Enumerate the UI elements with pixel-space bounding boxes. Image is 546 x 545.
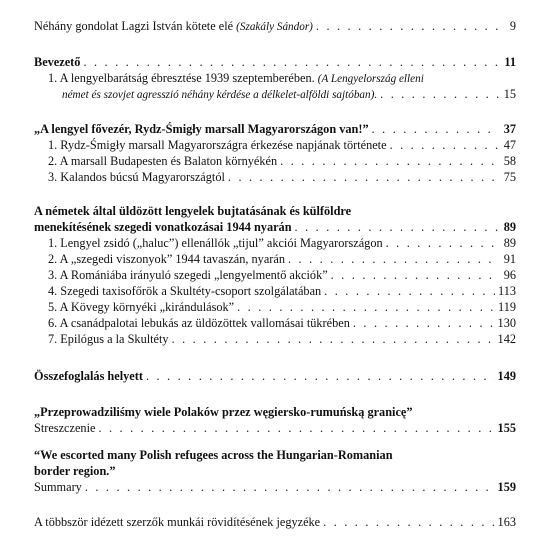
page-number: 75 [503, 170, 516, 184]
dot-leader [353, 315, 495, 331]
entry-title: 6. A csanádpalotai lebukás az üldözöttek vallomásai tükrében [48, 316, 350, 330]
entry-title: 3. A Romániába irányuló szegedi „lengyelmentő akciók” [48, 268, 328, 282]
entry-title: „A lengyel fővezér, Rydz-Śmigły marsall Magyarországon van!” [34, 122, 369, 136]
toc-entry-english[interactable] [34, 447, 516, 495]
toc-entry-section3-3[interactable] [48, 267, 516, 283]
page-number: 91 [503, 252, 516, 266]
dot-leader [146, 368, 495, 384]
page-number: 149 [497, 369, 516, 383]
toc-entry-section2-2[interactable] [48, 153, 516, 169]
toc-entry-section2-1[interactable] [48, 137, 516, 153]
toc-entry-polish[interactable] [34, 404, 516, 436]
entry-title: Néhány gondolat Lagzi István kötete elé [34, 19, 237, 33]
entry-title: 1. Lengyel zsidó („haluc”) ellenállók „tijul” akciói Magyarországon [48, 236, 383, 250]
toc-entry-section3-7[interactable] [48, 331, 516, 347]
page-number: 47 [503, 138, 516, 152]
page-number: 155 [497, 421, 516, 435]
entry-title: 3. Kalandos búcsú Magyarországtól [48, 170, 225, 184]
toc-entry-section3-5[interactable] [48, 299, 516, 315]
entry-title-cont: német és szovjet agresszió néhány kérdése a délkelet-alföldi sajtóban). [62, 89, 378, 101]
page-number: 130 [497, 316, 516, 330]
entry-title: 7. Epilógus a la Skultéty [48, 332, 169, 346]
toc-entry-abbreviations[interactable] [34, 514, 516, 530]
toc-entry-bevezeto[interactable] [34, 54, 516, 70]
dot-leader [83, 54, 499, 70]
page-number: 119 [498, 300, 516, 314]
dot-leader [386, 235, 499, 251]
dot-leader [323, 514, 494, 530]
entry-title: 4. Szegedi taxisofőrök a Skultéty-csoport szolgálatában [48, 284, 322, 298]
page-number: 113 [498, 284, 516, 298]
toc-entry-section3-1[interactable] [48, 235, 516, 251]
dot-leader [380, 86, 499, 102]
entry-title: Összefoglalás helyett [34, 369, 143, 383]
dot-leader [372, 121, 499, 137]
entry-title: „Przeprowadziliśmy wiele Polaków przez węgiersko-rumuńską granicę” [34, 405, 413, 419]
entry-title: A németek által üldözött lengyelek bujtatásának és külföldre [34, 204, 352, 218]
entry-title-cont: border region.” [34, 464, 116, 478]
dot-leader [331, 267, 499, 283]
entry-label: Summary [34, 480, 82, 494]
page-number: 163 [497, 515, 516, 529]
page-number: 11 [504, 55, 516, 69]
dot-leader [324, 283, 495, 299]
entry-title: 1. Rydz-Śmigły marsall Magyarországra érkezése napjának története [48, 138, 387, 152]
toc-entry-section3-6[interactable] [48, 315, 516, 331]
dot-leader [98, 420, 494, 436]
toc-entry-section3[interactable] [34, 203, 516, 235]
entry-title: 2. A „szegedi viszonyok” 1944 tavaszán, nyarán [48, 252, 285, 266]
toc-entry-section2[interactable] [34, 121, 516, 137]
entry-title-italic: (A Lengyelország elleni [317, 73, 424, 85]
entry-title-cont: menekítésének szegedi vonatkozásai 1944 nyarán [34, 220, 292, 234]
page-number: 37 [503, 122, 516, 136]
dot-leader [390, 137, 499, 153]
entry-title: “We escorted many Polish refugees across the Hungarian-Romanian [34, 448, 393, 462]
entry-author: (Szakály Sándor) [236, 21, 313, 33]
entry-title: 5. A Kövegy környéki „kirándulások” [48, 300, 235, 314]
entry-title: 2. A marsall Budapesten és Balaton környékén [48, 154, 278, 168]
page-number: 159 [497, 480, 516, 494]
page-number: 58 [503, 154, 516, 168]
toc-entry-section2-3[interactable] [48, 169, 516, 185]
page-number: 142 [497, 332, 516, 346]
entry-title: Bevezető [34, 55, 81, 69]
dot-leader [295, 219, 499, 235]
page-number: 9 [509, 19, 516, 33]
page-number: 96 [503, 268, 516, 282]
dot-leader [316, 18, 499, 34]
dot-leader [85, 479, 495, 495]
toc-entry-section3-4[interactable] [48, 283, 516, 299]
toc-entry-intro[interactable] [34, 18, 516, 34]
dot-leader [280, 153, 499, 169]
dot-leader [228, 169, 499, 185]
dot-leader [172, 331, 495, 347]
dot-leader [237, 299, 495, 315]
toc-entry-bevezeto-1[interactable] [48, 70, 516, 102]
page-number: 15 [503, 87, 516, 101]
page-number: 89 [503, 220, 516, 234]
page-number: 89 [503, 236, 516, 250]
entry-title: 1. A lengyelbarátság ébresztése 1939 szeptemberében. [48, 71, 318, 85]
entry-title: A többször idézett szerzők munkái rövidítésének jegyzéke [34, 515, 321, 529]
dot-leader [288, 251, 499, 267]
entry-label: Streszczenie [34, 421, 96, 435]
toc-entry-summary-hu[interactable] [34, 368, 516, 384]
toc-entry-section3-2[interactable] [48, 251, 516, 267]
